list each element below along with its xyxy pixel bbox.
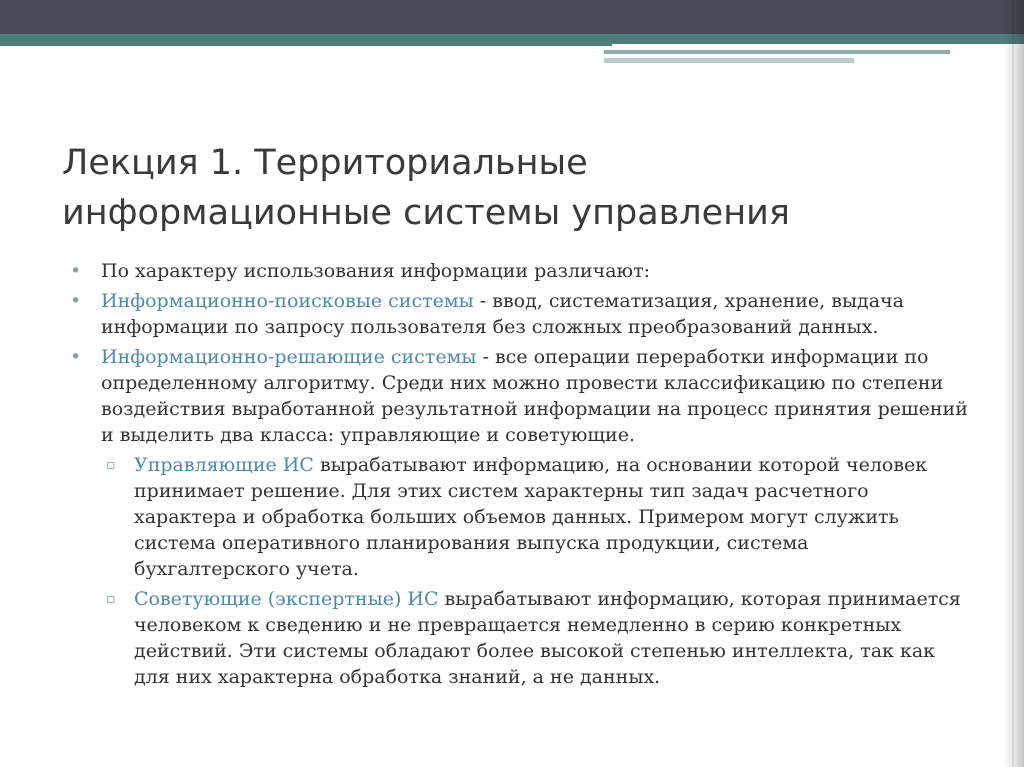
bullet-text: - ввод, систематизация, хранение, выдача информации по запросу пользователя без сложных преобразований данных. bbox=[101, 290, 904, 338]
subbullet-icon: ▫ bbox=[106, 591, 116, 607]
top-teal-bar-right bbox=[612, 34, 1024, 44]
title-line-2: информационные системы управления bbox=[62, 193, 790, 233]
bullet-icon: • bbox=[70, 290, 82, 312]
bullet-icon: • bbox=[70, 346, 82, 368]
title-line-1: Лекция 1. Территориальные bbox=[62, 143, 588, 183]
bullet-text: - все операции переработки информации по определенному алгоритму. Среди них можно провести классификацию по степени воздействия выработанной результатной информации на процесс принятия решений и выделить два класса: управляющие и советующие. bbox=[101, 346, 968, 446]
subbullet-item bbox=[70, 586, 970, 690]
bullet-term: Информационно-решающие системы bbox=[101, 346, 477, 368]
bullet-item bbox=[70, 344, 970, 448]
subbullet-icon: ▫ bbox=[106, 457, 116, 473]
top-teal-bar bbox=[0, 34, 612, 46]
bullet-term: Информационно-поисковые системы bbox=[101, 290, 474, 312]
subbullet-text: вырабатывают информацию, которая принимается человеком к сведению и не превращается немедленно в серию конкретных действий. Эти системы обладают более высокой степенью интеллекта, так как для них характерна обработка знаний, а не данных. bbox=[134, 588, 961, 688]
bullet-item bbox=[70, 288, 970, 340]
subbullet-item bbox=[70, 452, 970, 582]
decorative-line bbox=[604, 58, 854, 63]
slide-title bbox=[62, 138, 962, 238]
slide-body bbox=[70, 258, 970, 694]
subbullet-text: вырабатывают информацию, на основании которой человек принимает решение. Для этих систем характерны тип задач расчетного характера и обработка больших объемов данных. Примером могут служить система оперативного планирования выпуска продукции, система бухгалтерского учета. bbox=[134, 454, 928, 580]
decorative-line bbox=[604, 50, 950, 54]
page-edge-line bbox=[1012, 0, 1014, 767]
subbullet-term: Управляющие ИС bbox=[134, 454, 314, 476]
bullet-item bbox=[70, 258, 970, 284]
top-dark-bar bbox=[0, 0, 1024, 34]
bullet-icon: • bbox=[70, 260, 82, 282]
bullet-text: По характеру использования информации различают: bbox=[101, 260, 651, 282]
subbullet-term: Советующие (экспертные) ИС bbox=[134, 588, 439, 610]
